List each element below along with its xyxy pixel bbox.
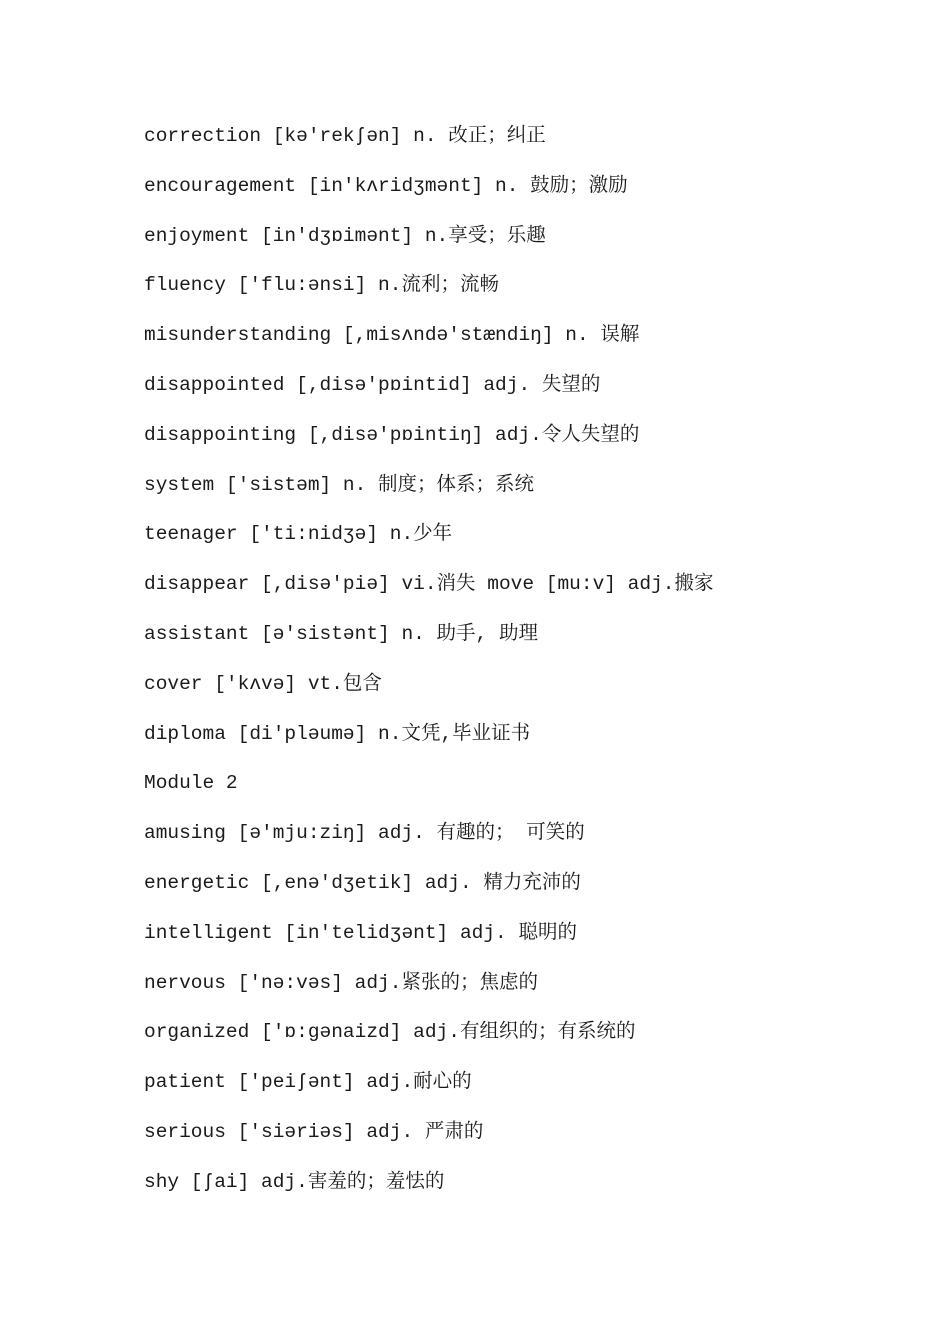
vocab-entry-encouragement: encouragement [in'kʌridʒmənt] n. 鼓励；激励 bbox=[144, 174, 628, 197]
vocab-entry-fluency: fluency ['flu:ənsi] n.流利；流畅 bbox=[144, 274, 499, 297]
vocab-entry-enjoyment: enjoyment [in'dʒɒimənt] n.享受；乐趣 bbox=[144, 224, 546, 247]
vocab-entry-cover: cover ['kʌvə] vt.包含 bbox=[144, 672, 382, 695]
vocab-entry-intelligent: intelligent [in'telidʒənt] adj. 聪明的 bbox=[144, 921, 577, 944]
vocab-entry-shy: shy [ʃai] adj.害羞的；羞怯的 bbox=[144, 1170, 445, 1193]
vocab-entry-teenager: teenager ['ti:nidʒə] n.少年 bbox=[144, 523, 453, 546]
vocab-entry-organized: organized ['ɒ:gənaizd] adj.有组织的；有系统的 bbox=[144, 1021, 636, 1044]
vocab-entry-system: system ['sistəm] n. 制度；体系；系统 bbox=[144, 473, 535, 496]
vocab-entry-correction: correction [kə'rekʃən] n. 改正；纠正 bbox=[144, 125, 546, 147]
module-heading: Module 2 bbox=[144, 772, 238, 795]
vocab-entry-diploma: diploma [di'pləumə] n.文凭,毕业证书 bbox=[144, 722, 531, 745]
vocab-entry-serious: serious ['siəriəs] adj. 严肃的 bbox=[144, 1120, 484, 1143]
vocab-entry-energetic: energetic [,enə'dʒetik] adj. 精力充沛的 bbox=[144, 871, 581, 894]
vocab-entry-nervous: nervous ['nə:vəs] adj.紧张的；焦虑的 bbox=[144, 971, 538, 994]
vocab-entry-disappear-move: disappear [,disə'piə] vi.消失 move [mu:v] adj.搬家 bbox=[144, 573, 714, 596]
vocab-entry-misunderstanding: misunderstanding [,misʌndə'stændiŋ] n. 误解 bbox=[144, 324, 640, 347]
vocab-entry-amusing: amusing [ə'mju:ziŋ] adj. 有趣的； 可笑的 bbox=[144, 822, 585, 845]
vocab-entry-patient: patient ['peiʃənt] adj.耐心的 bbox=[144, 1071, 472, 1094]
vocab-entry-assistant: assistant [ə'sistənt] n. 助手, 助理 bbox=[144, 622, 538, 645]
vocab-entry-disappointed: disappointed [,disə'pɒintid] adj. 失望的 bbox=[144, 373, 601, 396]
vocab-entry-disappointing: disappointing [,disə'pɒintiŋ] adj.令人失望的 bbox=[144, 423, 640, 446]
vocabulary-list bbox=[144, 122, 910, 1218]
